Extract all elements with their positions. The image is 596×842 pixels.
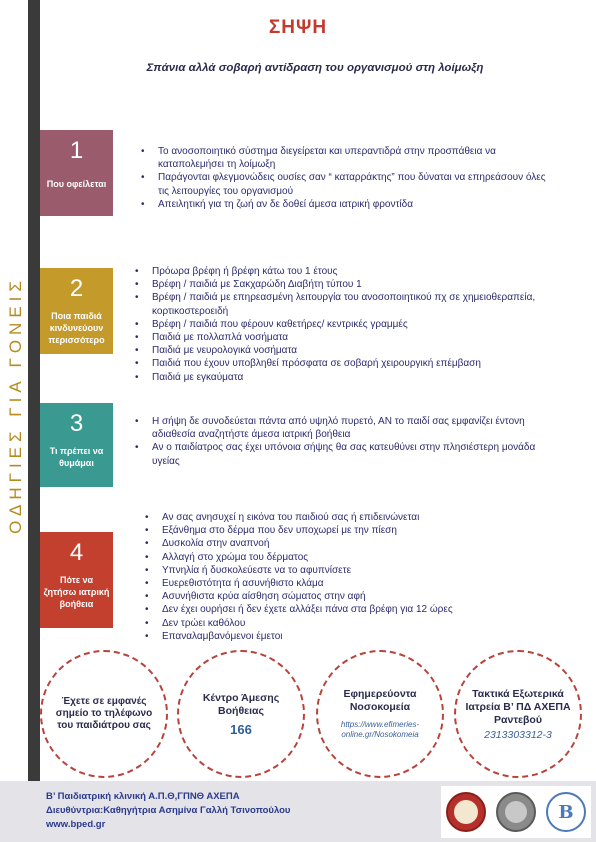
emergency-circle — [177, 650, 305, 778]
section-2-label: Ποια παιδιά κινδυνεύουν περισσότερο — [48, 311, 105, 345]
footer-website[interactable]: www.bped.gr — [46, 819, 106, 830]
list-item: • Παιδιά που έχουν υποβληθεί πρόσφατα σε σοβαρή χειρουργική επέμβαση — [152, 357, 552, 370]
list-item: • Αν ο παιδίατρος σας έχει υπόνοια σήψης θα σας κατευθύνει στην πλησιέστερη μονάδα υγείας — [152, 441, 552, 467]
list-item: • Δεν τρώει καθόλου — [162, 617, 552, 630]
list-item: • Αλλαγή στο χρώμα του δέρματος — [162, 551, 552, 564]
list-item: • Η σήψη δε συνοδεύεται πάντα από υψηλό πυρετό, ΑΝ το παιδί σας εμφανίζει έντονη αδιαθεσία αναζητήστε άμεσα ιατρική βοήθεια — [152, 415, 552, 441]
clinics-label: Τακτικά Εξωτερικά Ιατρεία Β’ ΠΔ ΑΧΕΠΑ Ραντεβού — [465, 687, 571, 726]
list-item: • Πρόωρα βρέφη ή βρέφη κάτω του 1 έτους — [152, 265, 552, 278]
list-item: • Επαναλαμβανόμενοι έμετοι — [162, 630, 552, 643]
emergency-label: Κέντρο Άμεσης Βοήθειας — [202, 691, 280, 717]
section-2-list — [152, 265, 552, 384]
pediatrician-circle — [40, 650, 168, 778]
footer-logos — [441, 786, 591, 838]
list-item: • Βρέφη / παιδιά με Σακχαρώδη Διαβήτη τύπου 1 — [152, 278, 552, 291]
section-1-box — [40, 130, 113, 216]
list-item: • Παράγονται φλεγμονώδεις ουσίες σαν “ καταρράκτης” που δύναται να επηρεάσουν όλες τις λειτουργίες του οργανισμού — [158, 171, 554, 197]
list-item: • Παιδιά με νευρολογικά νοσήματα — [152, 344, 552, 357]
section-4-box — [40, 532, 113, 628]
hospitals-label: Εφημερεύοντα Νοσοκομεία — [343, 688, 417, 713]
side-bar — [28, 0, 40, 790]
section-1-number: 1 — [69, 137, 84, 164]
clinics-phone[interactable]: 2313303312-3 — [484, 728, 552, 741]
footer-clinic: Β’ Παιδιατρική κλινική Α.Π.Θ,ΓΠΝΘ ΑΧΕΠΑ — [46, 791, 240, 802]
university-seal-icon — [446, 792, 486, 832]
section-1-list — [158, 145, 554, 211]
list-item: • Βρέφη / παιδιά που φέρουν καθετήρες/ κεντρικές γραμμές — [152, 318, 552, 331]
footer-director: Διευθύντρια:Καθηγήτρια Ασημίνα Γαλλή Τσινοπούλου — [46, 805, 291, 816]
section-2-number: 2 — [69, 275, 84, 302]
vertical-title-wrap — [6, 250, 26, 560]
section-4-number: 4 — [69, 539, 84, 566]
list-item: • Βρέφη / παιδιά με επηρεασμένη λειτουργία του ανοσοποιητικού πχ σε χημειοθεραπεία, κορτικοστεροειδή — [152, 291, 552, 317]
clinics-circle — [454, 650, 582, 778]
section-4-label: Πότε να ζητήσω ιατρική βοήθεια — [43, 575, 110, 609]
list-item: • Εξάνθημα στο δέρμα που δεν υποχωρεί με την πίεση — [162, 524, 552, 537]
page-title: ΣΗΨΗ — [268, 17, 328, 38]
list-item: • Ασυνήθιστα κρύα αίσθηση σώματος στην αφή — [162, 590, 552, 603]
list-item: • Το ανοσοποιητικό σύστημα διεγείρεται και υπεραντιδρά στην προσπάθεια να καταπολεμήσει τη λοίμωξη — [158, 145, 554, 171]
list-item: • Υπνηλία ή δυσκολεύεστε να το αφυπνίσετε — [162, 564, 552, 577]
section-1-label: Που οφείλεται — [46, 179, 107, 189]
section-3-list — [152, 415, 552, 468]
section-3-number: 3 — [69, 410, 84, 437]
list-item: • Ευερεθιστότητα ή ασυνήθιστο κλάμα — [162, 577, 552, 590]
clinic-logo-icon — [546, 792, 586, 832]
list-item: • Δυσκολία στην αναπνοή — [162, 537, 552, 550]
footer-text — [46, 790, 290, 832]
hospitals-circle — [316, 650, 444, 778]
list-item: • Παιδιά με εγκαύματα — [152, 371, 552, 384]
list-item: • Δεν έχει ουρήσει ή δεν έχετε αλλάξει πάνα στα βρέφη για 12 ώρες — [162, 603, 552, 616]
vertical-title: ΟΔΗΓΙΕΣ ΓΙΑ ΓΟΝΕΙΣ — [6, 276, 25, 534]
emergency-number[interactable]: 166 — [230, 721, 252, 737]
list-item: • Αν σας ανησυχεί η εικόνα του παιδιού σας ή επιδεινώνεται — [162, 511, 552, 524]
section-3-box — [40, 403, 113, 487]
list-item: • Παιδιά με πολλαπλά νοσήματα — [152, 331, 552, 344]
section-2-box — [40, 268, 113, 354]
hospitals-link[interactable]: https://www.efimeries-online.gr/Nosokomeia — [340, 720, 420, 739]
section-3-label: Τι πρέπει να θυμάμαι — [49, 446, 104, 468]
hospital-seal-icon — [496, 792, 536, 832]
clinic-logo-letter: B — [558, 801, 574, 823]
pediatrician-text: Έχετε σε εμφανές σημείο το τηλέφωνο του παιδιάτρου σας — [55, 696, 153, 731]
page-subtitle: Σπάνια αλλά σοβαρή αντίδραση του οργανισμού στη λοίμωξη — [146, 62, 484, 74]
list-item: • Απειλητική για τη ζωή αν δε δοθεί άμεσα ιατρική φροντίδα — [158, 198, 554, 211]
section-4-list — [162, 511, 552, 643]
